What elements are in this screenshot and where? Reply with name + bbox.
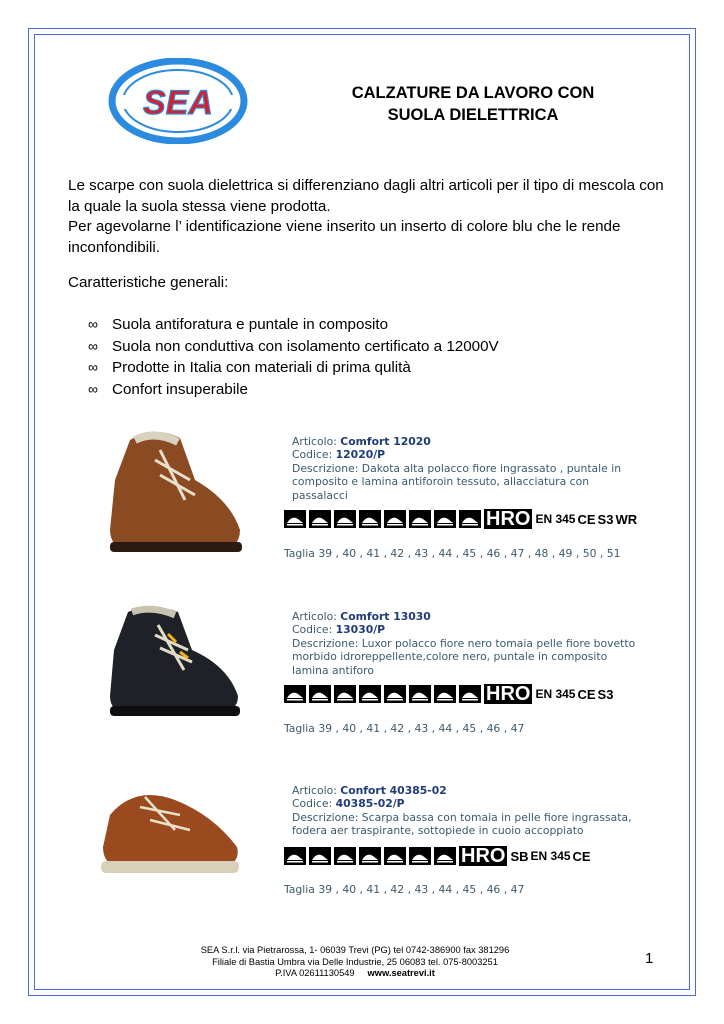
product-sizes-2: Taglia 39 , 40 , 41 , 42 , 43 , 44 , 45 , 46 , 47 bbox=[284, 722, 525, 735]
umbrella-icon bbox=[434, 847, 456, 865]
sole-icon bbox=[434, 685, 456, 703]
ce-mark: CE bbox=[577, 686, 596, 702]
safety-icons-2 bbox=[284, 684, 615, 704]
list-item: ∞ Suola antiforatura e puntale in composito bbox=[88, 316, 389, 333]
list-item: ∞ Suola non conduttiva con isolamento certificato a 12000V bbox=[88, 337, 499, 355]
safety-icons-1 bbox=[284, 509, 639, 529]
standard-en345: EN 345 bbox=[530, 849, 571, 863]
bullet-symbol: ∞ bbox=[88, 337, 98, 354]
toe-icon bbox=[359, 847, 381, 865]
product-article: Confort 40385-02 bbox=[340, 784, 447, 797]
intro-text bbox=[68, 176, 668, 258]
product-article: Comfort 12020 bbox=[340, 435, 431, 448]
product-sizes-3: Taglia 39 , 40 , 41 , 42 , 43 , 44 , 45 , 46 , 47 bbox=[284, 883, 525, 896]
bullet-symbol: ∞ bbox=[88, 380, 98, 397]
steps-icon bbox=[334, 685, 356, 703]
section-title: Caratteristiche generali: bbox=[68, 274, 229, 291]
standard-s3: S3 bbox=[597, 511, 614, 527]
umbrella-icon bbox=[459, 685, 481, 703]
oil-icon bbox=[284, 510, 306, 528]
bullet-symbol: ∞ bbox=[88, 359, 98, 375]
steps-icon bbox=[334, 847, 356, 865]
product-description: Descrizione: Dakota alta polacco fiore ingrassato , puntale in composito e lamina antiforoin tessuto, allacciatura con passalacci bbox=[292, 461, 622, 502]
product-info-1: Articolo: Comfort 12020 Codice: 12020/P Descrizione: Dakota alta polacco fiore ingrassato , puntale in composito e lamina antiforoin tessuto, allacciatura con passalacci bbox=[292, 435, 642, 502]
safety-icons-3 bbox=[284, 846, 593, 866]
oil-icon bbox=[284, 847, 306, 865]
heel-icon bbox=[309, 685, 331, 703]
product-code: 40385-02/P bbox=[335, 797, 405, 811]
shoe-image-1 bbox=[100, 420, 250, 565]
product-description: Descrizione: Scarpa bassa con tomaia in pelle fiore ingrassata, fodera aer traspirante, sottopiede in cuoio accoppiato bbox=[292, 810, 632, 838]
dots-icon bbox=[384, 847, 406, 865]
footer-line-2: Filiale di Bastia Umbra via Delle Industrie, 25 06083 tel. 075-8003251 bbox=[212, 956, 498, 967]
features-list bbox=[88, 314, 499, 400]
toe-icon bbox=[359, 510, 381, 528]
lightning-icon bbox=[409, 685, 431, 703]
puncture-icon bbox=[434, 510, 456, 528]
intro-paragraph-2: Per agevolarne l’ identificazione viene inserito un inserto di colore blu che le rende inconfondibili. bbox=[68, 218, 621, 256]
product-description: Descrizione: Luxor polacco fiore nero tomaia pelle fiore bovetto morbido idroreppellente,colore nero, puntale in composito lamina antiforo bbox=[292, 636, 636, 677]
logo-text: SEA bbox=[143, 84, 213, 122]
page-title bbox=[318, 82, 628, 126]
oil-icon bbox=[284, 685, 306, 703]
product-code: 13030/P bbox=[335, 623, 386, 637]
footer-line-1: SEA S.r.l. via Pietrarossa, 1- 06039 Trevi (PG) tel 0742-386900 fax 381296 bbox=[200, 945, 510, 955]
umbrella-icon bbox=[459, 510, 481, 528]
page-number: 1 bbox=[645, 950, 654, 967]
product-article: Comfort 13030 bbox=[340, 610, 431, 623]
standard-en345: EN 345 bbox=[535, 512, 576, 526]
ce-mark: CE bbox=[572, 848, 591, 864]
standard-en345: EN 345 bbox=[535, 687, 576, 701]
product-info-2: Articolo: Comfort 13030 Codice: 13030/P Descrizione: Luxor polacco fiore nero tomaia pelle fiore bovetto morbido idroreppellente,colore nero, puntale in composito lamina antiforo bbox=[292, 610, 642, 677]
standard-hro: HRO bbox=[461, 845, 506, 867]
list-item: ∞ Confort insuperabile bbox=[88, 380, 248, 398]
sea-logo bbox=[108, 58, 248, 144]
standard-s3: S3 bbox=[597, 686, 614, 702]
toe-icon bbox=[359, 685, 381, 703]
intro-paragraph-1: Le scarpe con suola dielettrica si differenziano dagli altri articoli per il tipo di mescola con la quale la suola stessa viene prodotta. bbox=[68, 177, 664, 215]
standard-sb: SB bbox=[510, 848, 529, 864]
product-code: 12020/P bbox=[335, 448, 386, 462]
standard-hro: HRO bbox=[486, 508, 531, 530]
heel-icon bbox=[309, 847, 331, 865]
sole-icon bbox=[409, 510, 431, 528]
title-line-2: SUOLA DIELETTRICA bbox=[387, 106, 559, 124]
product-info-3: Articolo: Confort 40385-02 Codice: 40385-02/P Descrizione: Scarpa bassa con tomaia in pelle fiore ingrassata, fodera aer traspirante, sottopiede in cuoio accoppiato bbox=[292, 784, 642, 838]
dots-icon bbox=[384, 685, 406, 703]
dots-icon bbox=[384, 510, 406, 528]
product-sizes-1: Taglia 39 , 40 , 41 , 42 , 43 , 44 , 45 , 46 , 47 , 48 , 49 , 50 , 51 bbox=[284, 547, 621, 560]
shoe-image-3 bbox=[95, 775, 245, 890]
footer bbox=[150, 945, 560, 980]
footer-website: www.seatrevi.it bbox=[367, 968, 435, 979]
standard-hro: HRO bbox=[486, 683, 531, 705]
ce-mark: CE bbox=[577, 511, 596, 527]
footer-piva: P.IVA 02611130549 bbox=[275, 968, 355, 979]
shoe-image-2 bbox=[100, 600, 250, 730]
standard-wr: WR bbox=[615, 511, 638, 527]
bullet-symbol: ∞ bbox=[88, 316, 98, 332]
heel-icon bbox=[309, 510, 331, 528]
list-item: ∞ Prodotte in Italia con materiali di prima qulità bbox=[88, 359, 411, 376]
steps-icon bbox=[334, 510, 356, 528]
title-line-1: CALZATURE DA LAVORO CON bbox=[351, 84, 595, 102]
sole-icon bbox=[409, 847, 431, 865]
